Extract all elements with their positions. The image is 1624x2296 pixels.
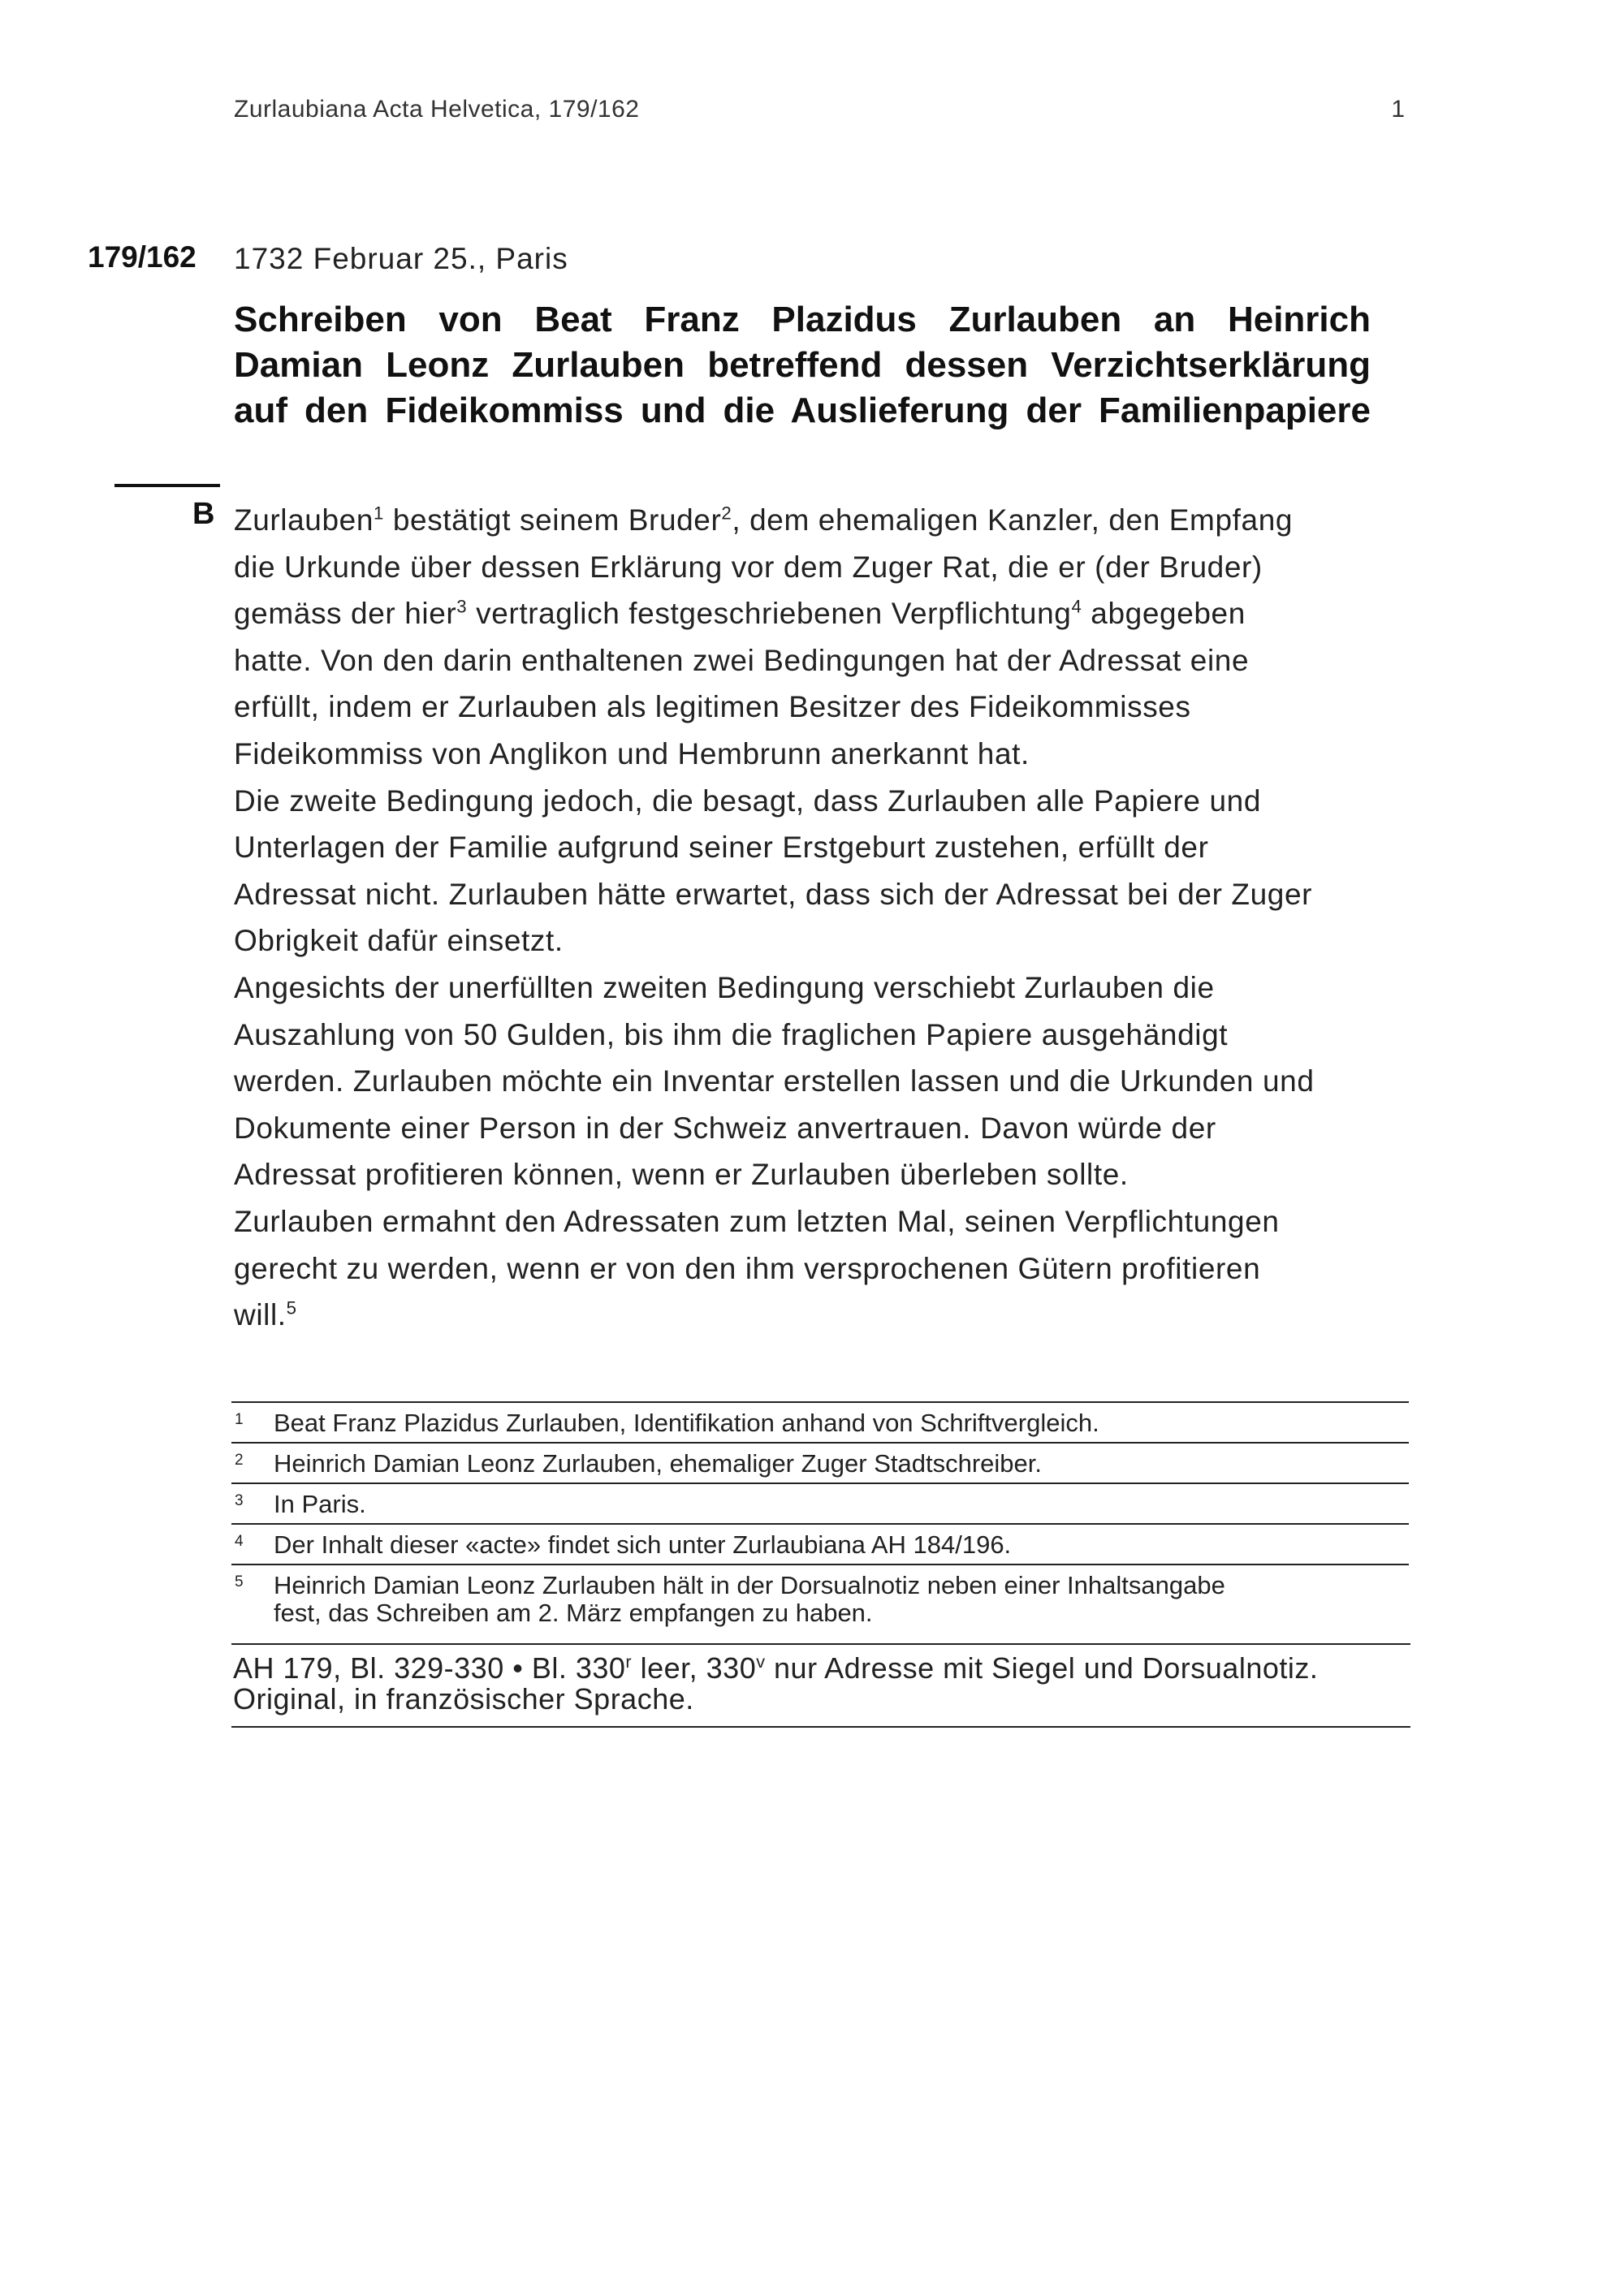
- abstract-line: gemäss der hier$^3$ vertraglich festgeschriebenen Verpflichtung$^4$ abgegeben: [234, 596, 1246, 631]
- abstract-line: Adressat nicht. Zurlauben hätte erwartet, dass sich der Adressat bei der Zuger: [234, 877, 1313, 911]
- footnote-ref: 3: [456, 596, 468, 617]
- abstract-line: will.$^5$: [234, 1297, 297, 1332]
- document-title: [234, 297, 1419, 434]
- footnotes: [231, 1401, 1409, 1632]
- footnote-text: Heinrich Damian Leonz Zurlauben hält in der Dorsualnotiz neben einer Inhaltsangabe: [274, 1571, 1225, 1599]
- footnote-text: Beat Franz Plazidus Zurlauben, Identifikation anhand von Schriftvergleich.: [274, 1409, 1099, 1437]
- abstract-line: hatte. Von den darin enthaltenen zwei Bedingungen hat der Adressat eine: [234, 643, 1250, 677]
- abstract-line: Die zweite Bedingung jedoch, die besagt, dass Zurlauben alle Papiere und: [234, 783, 1262, 818]
- abstract-line: Adressat profitieren können, wenn er Zurlauben überleben sollte.: [234, 1158, 1129, 1192]
- footnote-ref: 2: [721, 503, 732, 524]
- footnote-text: In Paris.: [274, 1490, 366, 1518]
- page-number: 1: [1391, 96, 1405, 123]
- footnote: [231, 1564, 1409, 1632]
- document-number: 179/162: [88, 240, 197, 274]
- title-line: Damian Leonz Zurlauben betreffend dessen Verzichtserklärung: [234, 345, 1371, 385]
- abstract-line: Zurlauben ermahnt den Adressaten zum letzten Mal, seinen Verpflichtungen: [234, 1204, 1280, 1238]
- document-date-place: 1732 Februar 25., Paris: [234, 242, 568, 275]
- running-header-title: Zurlaubiana Acta Helvetica, 179/162: [234, 96, 640, 123]
- footnote: [231, 1482, 1409, 1523]
- abstract-line: Zurlauben$^1$ bestätigt seinem Bruder$^2$, dem ehemaligen Kanzler, den Empfang: [234, 503, 1294, 537]
- abstract-line: Unterlagen der Familie aufgrund seiner Erstgeburt zustehen, erfüllt der: [234, 831, 1209, 865]
- title-line: auf den Fideikommiss und die Auslieferung der Familienpapiere: [234, 391, 1371, 430]
- footnote-ref: 4: [1071, 596, 1082, 617]
- footnote-ref: 5: [286, 1297, 297, 1318]
- source-note: [231, 1643, 1410, 1728]
- abstract-text: [234, 497, 1419, 1339]
- footnote-number: 5: [235, 1573, 244, 1590]
- section-letter: B: [192, 497, 215, 531]
- footnote: [231, 1523, 1409, 1564]
- footnote-ref: 1: [374, 503, 384, 524]
- abstract-line: Obrigkeit dafür einsetzt.: [234, 924, 564, 958]
- footnote-text: Der Inhalt dieser «acte» findet sich unter Zurlaubiana AH 184/196.: [274, 1530, 1012, 1559]
- footnote-text: Heinrich Damian Leonz Zurlauben, ehemaliger Zuger Stadtschreiber.: [274, 1449, 1042, 1478]
- footnote-text: fest, das Schreiben am 2. März empfangen zu haben.: [274, 1599, 873, 1627]
- title-line: Schreiben von Beat Franz Plazidus Zurlauben an Heinrich: [234, 300, 1371, 339]
- footnote-number: 1: [235, 1411, 244, 1428]
- abstract-line: Angesichts der unerfüllten zweiten Bedingung verschiebt Zurlauben die: [234, 970, 1215, 1004]
- abstract-line: erfüllt, indem er Zurlauben als legitimen Besitzer des Fideikommisses: [234, 690, 1191, 724]
- footnote: [231, 1442, 1409, 1482]
- section-rule: [114, 484, 220, 487]
- footnote-number: 3: [235, 1492, 244, 1509]
- source-line: Original, in französischer Sprache.: [233, 1682, 694, 1716]
- abstract-line: Dokumente einer Person in der Schweiz anvertrauen. Davon würde der: [234, 1111, 1216, 1145]
- abstract-line: gerecht zu werden, wenn er von den ihm versprochenen Gütern profitieren: [234, 1251, 1261, 1285]
- footnote-number: 4: [235, 1533, 244, 1550]
- abstract-line: die Urkunde über dessen Erklärung vor dem Zuger Rat, die er (der Bruder): [234, 550, 1263, 584]
- abstract-line: werden. Zurlauben möchte ein Inventar erstellen lassen und die Urkunden und: [234, 1064, 1315, 1098]
- source-line: AH 179, Bl. 329-330 • Bl. 330$^r$ leer, 330$^v$ nur Adresse mit Siegel und Dorsualnotiz.: [233, 1651, 1319, 1685]
- abstract-line: Fideikommiss von Anglikon und Hembrunn anerkannt hat.: [234, 736, 1030, 770]
- abstract-line: Auszahlung von 50 Gulden, bis ihm die fraglichen Papiere ausgehändigt: [234, 1017, 1229, 1051]
- footnote-number: 2: [235, 1452, 244, 1469]
- footnote: [231, 1401, 1409, 1442]
